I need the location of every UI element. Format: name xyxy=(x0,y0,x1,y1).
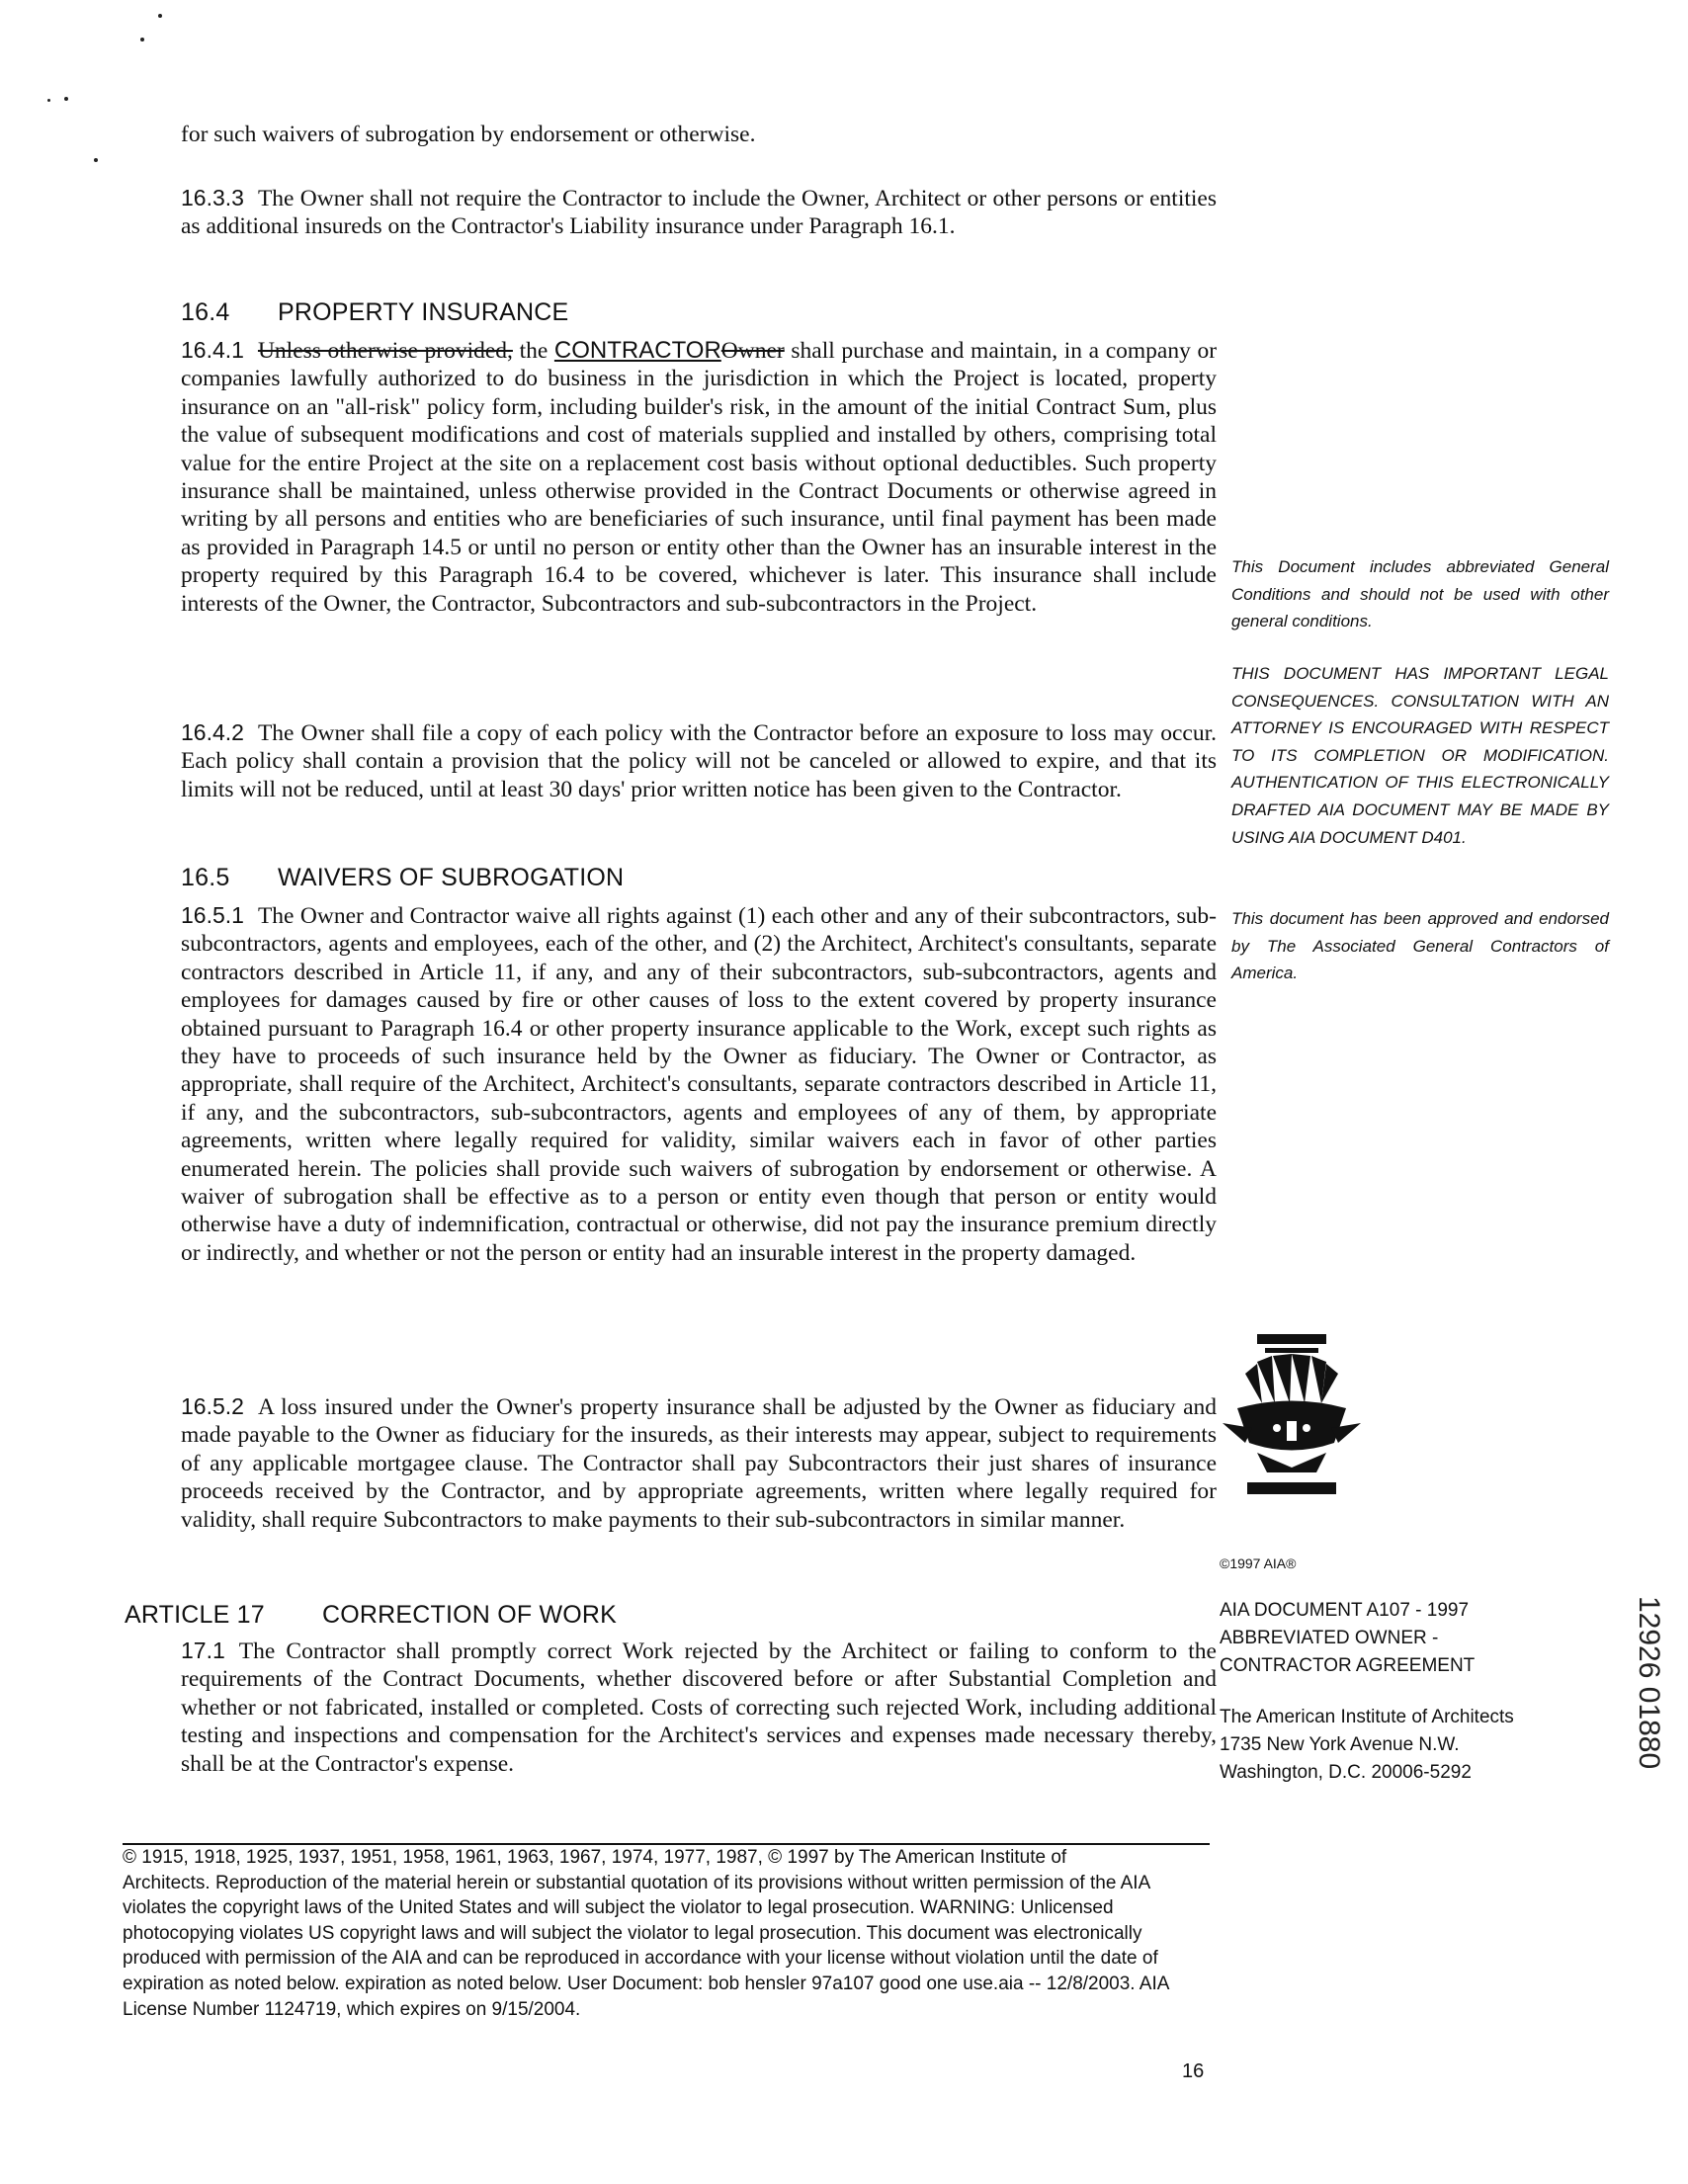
section-text: A loss insured under the Owner's property insurance shall be adjusted by the Owner as fiduciary and made payable to the Owner as fiduciary for the insureds, as their interests may appear, subject to requirements of any applicable mortgagee clause. The Contractor shall pay Subcontractors their just shares of insurance proceeds received by the Contractor, and by appropriate agreements, written where legally required for validity, shall require Subcontractors to make payments to their sub-subcontractors in similar manner. xyxy=(181,1394,1217,1533)
section-16-3-3 xyxy=(181,184,1217,241)
doc-line-1: AIA DOCUMENT A107 - 1997 xyxy=(1220,1600,1470,1621)
address-line-2: 1735 New York Avenue N.W. xyxy=(1220,1734,1460,1755)
aia-eagle-logo xyxy=(1218,1334,1366,1507)
heading-title: WAIVERS OF SUBROGATION xyxy=(278,864,625,891)
scan-speck xyxy=(64,97,68,101)
section-number: 16.5.2 xyxy=(181,1393,244,1419)
sidebar-note-agc-endorsement: This document has been approved and endorsed by The Associated General Contractors of America. xyxy=(1231,909,1609,983)
section-number: 16.4.2 xyxy=(181,719,244,745)
aia-address xyxy=(1220,1704,1615,1787)
section-number: 16.5.1 xyxy=(181,902,244,928)
section-text-article: the xyxy=(519,338,549,364)
copyright-body: Architects. Reproduction of the material herein or substantial quotation of its provisions without written permission of the AIA violates the copyright laws of the United States and will subject the violator to legal prosecution. WARNING: Unlicensed photocopying violates US copyright laws and will subject the violator to legal prosecution. This document was electronically produced with permission of the AIA and can be reproduced in accordance with your license without violation until the date of expiration as noted below. expiration as noted below. User Document: bob hensler 97a107 good one use.aia -- 12/8/2003. AIA License Number 1124719, which expires on 9/15/2004. xyxy=(123,1872,1169,2020)
scan-speck xyxy=(94,158,98,162)
doc-line-2: ABBREVIATED OWNER - xyxy=(1220,1628,1439,1648)
section-text: shall purchase and maintain, in a company or companies lawfully authorized to do business in the jurisdiction in which the Project is located, property insurance on an "all-risk" policy form, including builder's risk, in the amount of the initial Contract Sum, plus the value of subsequent modifications and cost of materials supplied and installed by others, comprising total value for the entire Project at the site on a replacement cost basis without optional deductibles. Such property insurance shall be maintained, unless otherwise provided in the Contract Documents or otherwise agreed in writing by all persons and entities who are beneficiaries of such insurance, until final payment has been made as provided in Paragraph 14.5 or until no person or entity other than the Owner has an insurable interest in the property required by this Paragraph 16.4 to be covered, whichever is later. This insurance shall include interests of the Owner, the Contractor, Subcontractors and sub-subcontractors in the Project. xyxy=(181,338,1218,617)
section-text: The Owner and Contractor waive all rights against (1) each other and any of their subcontractors, sub-subcontractors, agents and employees, each of the other, and (2) the Architect, Architect's consultants, separate contractors described in Article 11, if any, and any of their subcontractors, sub-subcontractors, agents and employees for damages caused by fire or other causes of loss to the extent covered by property insurance obtained pursuant to Paragraph 16.4 or other property insurance applicable to the Work, except such rights as they have to proceeds of such insurance held by the Owner as fiduciary. The Owner or Contractor, as appropriate, shall require of the Architect, Architect's consultants, separate contractors described in Article 11, if any, and the subcontractors, sub-subcontractors, agents and employees of any of them, by appropriate agreements, written where legally required for validity, similar waivers each in favor of other parties enumerated herein. The policies shall provide such waivers of subrogation by endorsement or otherwise. A waiver of subrogation shall be effective as to a person or entity even though that person or entity would otherwise have a duty of indemnification, contractual or otherwise, did not pay the insurance premium directly or indirectly, and whether or not the person or entity had an insurable interest in the property damaged. xyxy=(181,903,1217,1266)
section-16-4-2 xyxy=(181,718,1217,803)
margin-stamp: 12926 01880 xyxy=(1633,1596,1665,1770)
scan-speck xyxy=(47,99,50,102)
section-16-5-2 xyxy=(181,1392,1217,1534)
section-text: The Owner shall file a copy of each policy with the Contractor before an exposure to loss may occur. Each policy shall contain a provision that the policy will not be canceled or allowed to expire, and that its limits will not be reduced, until at least 30 days' prior written notice has been given to the Contractor. xyxy=(181,720,1217,802)
section-16-5-1 xyxy=(181,901,1217,1267)
article-label: ARTICLE 17 xyxy=(125,1601,265,1629)
address-line-1: The American Institute of Architects xyxy=(1220,1707,1514,1727)
scan-speck xyxy=(140,38,144,42)
copyright-first-line: © 1915, 1918, 1925, 1937, 1951, 1958, 1961, 1963, 1967, 1974, 1977, 1987, © 1997 by The American Institute of xyxy=(123,1843,1210,1871)
doc-line-3: CONTRACTOR AGREEMENT xyxy=(1220,1655,1476,1676)
aia-document-id xyxy=(1220,1597,1615,1680)
article-title: CORRECTION OF WORK xyxy=(322,1601,618,1629)
scan-speck xyxy=(158,14,162,18)
heading-16-4 xyxy=(181,298,568,327)
section-number: 17.1 xyxy=(181,1638,225,1663)
heading-title: PROPERTY INSURANCE xyxy=(278,298,569,326)
heading-16-5 xyxy=(181,864,624,892)
section-number: 16.3.3 xyxy=(181,185,244,210)
section-number: 16.4.1 xyxy=(181,337,244,363)
section-text: The Owner shall not require the Contractor to include the Owner, Architect or other persons or entities as additional insureds on the Contractor's Liability insurance under Paragraph 16.1. xyxy=(181,186,1217,240)
logo-caption: ©1997 AIA® xyxy=(1220,1555,1297,1571)
inserted-text: CONTRACTOR xyxy=(553,337,721,364)
struck-text: Unless otherwise provided, xyxy=(257,338,513,364)
struck-owner: Owner xyxy=(720,338,785,364)
page-number: 16 xyxy=(1182,2060,1205,2082)
section-text: The Contractor shall promptly correct Work rejected by the Architect or failing to conform to the requirements of the Contract Documents, whether discovered before or after Substantial Completion and whether or not fabricated, installed or completed. Costs of correcting such rejected Work, including additional testing and inspections and compensation for the Architect's services and expenses made necessary thereby, shall be at the Contractor's expense. xyxy=(181,1638,1217,1777)
heading-number: 16.4 xyxy=(181,298,230,326)
heading-number: 16.5 xyxy=(181,864,230,891)
section-16-4-1 xyxy=(181,336,1217,618)
heading-article-17 xyxy=(125,1601,617,1630)
sidebar-note-general-conditions: This Document includes abbreviated General Conditions and should not be used with other general conditions. xyxy=(1231,557,1609,631)
address-line-3: Washington, D.C. 20006-5292 xyxy=(1220,1762,1472,1783)
copyright-notice xyxy=(123,1843,1210,2022)
section-17-1 xyxy=(181,1637,1217,1778)
page-top-fragment: for such waivers of subrogation by endorsement or otherwise. xyxy=(181,122,756,147)
sidebar-note-legal-consequences: THIS DOCUMENT HAS IMPORTANT LEGAL CONSEQUENCES. CONSULTATION WITH AN ATTORNEY IS ENCOURAGED WITH RESPECT TO ITS COMPLETION OR MODIFICATION. AUTHENTICATION OF THIS ELECTRONICALLY DRAFTED AIA DOCUMENT MAY BE MADE BY USING AIA DOCUMENT D401. xyxy=(1231,664,1609,847)
